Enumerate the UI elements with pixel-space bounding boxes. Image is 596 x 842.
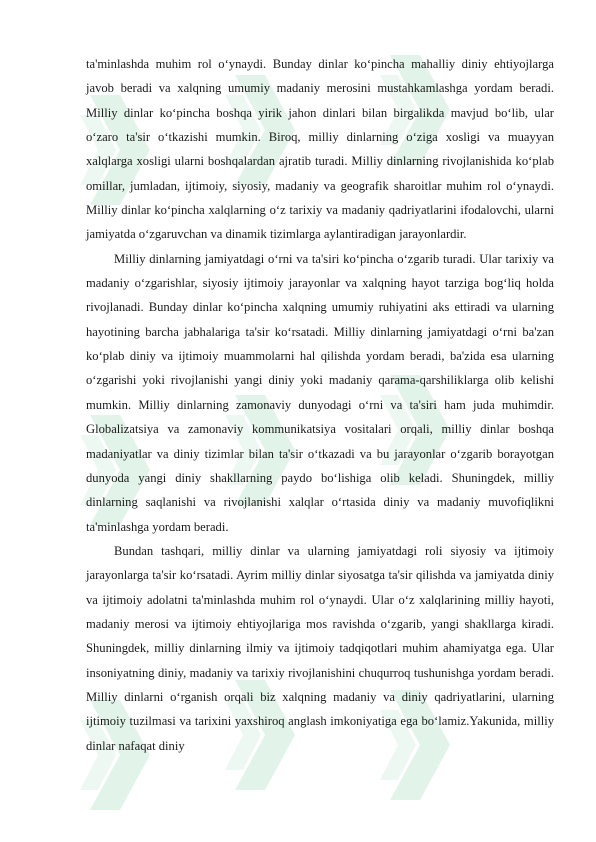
paragraph-1: ta'minlashda muhim rol o‘ynaydi. Bunday dinlar ko‘pincha mahalliy diniy ehtiyojlarga javob beradi va xalqning umumiy madaniy merosini mustahkamlashga yordam beradi. Milliy dinlar ko‘pincha boshqa yirik jahon dinlari bilan birgalikda mavjud bo‘lib, ular o‘zaro ta'sir o‘tkazishi mumkin. Biroq, milliy dinlarning o‘ziga xosligi va muayyan xalqlarga xosligi ularni boshqalardan ajratib turadi. Milliy dinlarning rivojlanishida ko‘plab omillar, jumladan, ijtimoiy, siyosiy, madaniy va geografik sharoitlar muhim rol o‘ynaydi. Milliy dinlar ko‘pincha xalqlarning o‘z tarixiy va madaniy qadriyatlarini ifodalovchi, ularni jamiyatda o‘zgaruvchan va dinamik tizimlarga aylantiradigan jarayonlardir. <box>86 57 554 242</box>
paragraph-2: Milliy dinlarning jamiyatdagi o‘rni va ta'siri ko‘pincha o‘zgarib turadi. Ular tarixiy va madaniy o‘zgarishlar, siyosiy ijtimoiy jarayonlar va xalqning hayot tarziga bog‘liq holda rivojlanadi. Bunday dinlar ko‘pincha xalqning umumiy ruhiyatini aks ettiradi va ularning hayotining barcha jabhalariga ta'sir ko‘rsatadi. Milliy dinlarning jamiyatdagi o‘rni ba'zan ko‘plab diniy va ijtimoiy muammolarni hal qilishda yordam beradi, ba'zida esa ularning o‘zgarishi yoki rivojlanishi yangi diniy yoki madaniy qarama-qarshiliklarga olib kelishi mumkin. Milliy dinlarning zamonaviy dunyodagi o‘rni va ta'siri ham juda muhimdir. Globalizatsiya va zamonaviy kommunikatsiya vositalari orqali, milliy dinlar boshqa madaniyatlar va diniy tizimlar bilan ta'sir o‘tkazadi va bu jarayonlar o‘zgarib borayotgan dunyoda yangi diniy shakllarning paydo bo‘lishiga olib keladi. Shuningdek, milliy dinlarning saqlanishi va rivojlanishi xalqlar o‘rtasida diniy va madaniy muvofiqlikni ta'minlashga yordam beradi. <box>86 251 554 534</box>
document-body <box>86 52 554 758</box>
paragraph-3: Bundan tashqari, milliy dinlar va ularning jamiyatdagi roli siyosiy va ijtimoiy jarayonlarga ta'sir ko‘rsatadi. Ayrim milliy dinlar siyosatga ta'sir qilishda va jamiyatda diniy va ijtimoiy adolatni ta'minlashda muhim rol o‘ynaydi. Ular o‘z xalqlarining milliy hayoti, madaniy merosi va ijtimoiy ehtiyojlariga mos ravishda o‘zgarib, yangi shakllarga kiradi. Shuningdek, milliy dinlarning ilmiy va ijtimoiy tadqiqotlari muhim ahamiyatga ega. Ular insoniyatning diniy, madaniy va tarixiy rivojlanishini chuqurroq tushunishga yordam beradi. Milliy dinlarni o‘rganish orqali biz xalqning madaniy va diniy qadriyatlarini, ularning ijtimoiy tuzilmasi va tarixini yaxshiroq anglash imkoniyatiga ega bo‘lamiz.Yakunida, milliy dinlar nafaqat diniy <box>86 543 554 753</box>
